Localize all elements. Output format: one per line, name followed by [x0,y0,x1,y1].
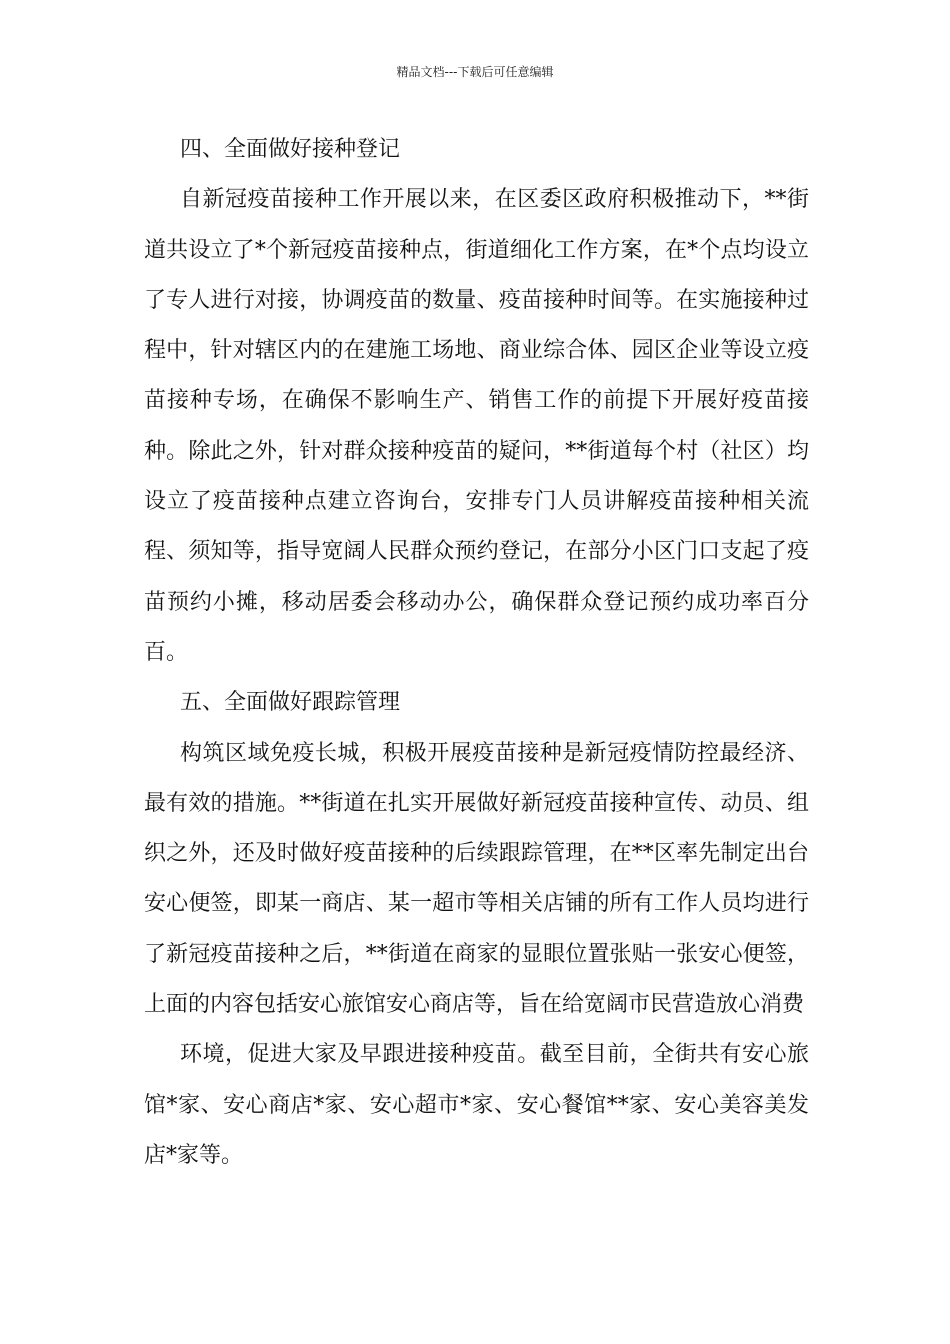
page-header: 精品文档---下载后可任意编辑 [396,65,554,79]
section-heading-5: 五、全面做好跟踪管理 [180,690,401,716]
section-4-paragraph-1: 自新冠疫苗接种工作开展以来，在区委区政府积极推动下，**街道共设立了*个新冠疫苗接种点，街道细化工作方案，在*个点均设立了专人进行对接，协调疫苗的数量、疫苗接种时间等。在实施接种过程中，针对辖区内的在建施工场地、商业综合体、园区企业等设立疫苗接种专场，在确保不影响生产、销售工作的前提下开展好疫苗接种。除此之外，针对群众接种疫苗的疑问，**街道每个村（社区）均设立了疫苗接种点建立咨询台，安排专门人员讲解疫苗接种相关流程、须知等，指导宽阔人民群众预约登记，在部分小区门口支起了疫苗预约小摊，移动居委会移动办公，确保群众登记预约成功率百分百。 [144,187,809,665]
document-body [144,125,809,1181]
section-5-paragraph-1: 构筑区域免疫长城，积极开展疫苗接种是新冠疫情防控最经济、最有效的措施。**街道在扎实开展做好新冠疫苗接种宣传、动员、组织之外，还及时做好疫苗接种的后续跟踪管理，在**区率先制定出台安心便签，即某一商店、某一超市等相关店铺的所有工作人员均进行了新冠疫苗接种之后，**街道在商家的显眼位置张贴一张安心便签，上面的内容包括安心旅馆安心商店等，旨在给宽阔市民营造放心消费 [144,740,809,1018]
section-heading-4: 四、全面做好接种登记 [180,137,401,162]
section-5-paragraph-2: 环境，促进大家及早跟进接种疫苗。截至目前，全街共有安心旅馆*家、安心商店*家、安心超市*家、安心餐馆**家、安心美容美发店*家等。 [144,1042,809,1168]
